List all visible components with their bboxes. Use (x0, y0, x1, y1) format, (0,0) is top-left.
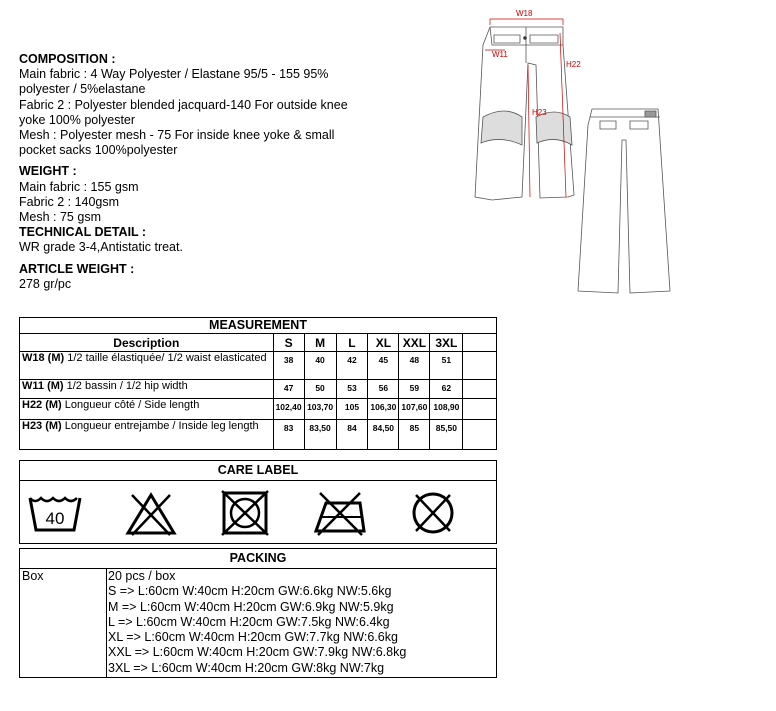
composition-line: Mesh : Polyester mesh - 75 For inside knee yoke & small (19, 128, 335, 143)
size-header: XXL (399, 334, 430, 352)
packing-title: PACKING (20, 549, 496, 569)
size-header: XL (368, 334, 399, 352)
packing-line: XL => L:60cm W:40cm H:20cm GW:7.7kg NW:6.6kg (108, 630, 398, 645)
composition-line: yoke 100% polyester (19, 112, 136, 127)
cell-value: 62 (430, 380, 463, 399)
cell-value: 50 (304, 380, 336, 399)
empty-cell (463, 380, 497, 399)
packing-line: S => L:60cm W:40cm H:20cm GW:6.6kg NW:5.6kg (108, 584, 392, 599)
row-description (20, 352, 274, 380)
size-header: M (304, 334, 336, 352)
h23-label: H23 (532, 108, 547, 117)
packing-label: Box (22, 569, 44, 583)
weight-line: Mesh : 75 gsm (19, 210, 101, 225)
row-desc-text: 1/2 taille élastiquée/ 1/2 waist elasticated (64, 352, 267, 364)
packing-details (108, 569, 406, 676)
measure-lines (485, 19, 566, 197)
row-description (20, 380, 274, 399)
wash-temp: 40 (45, 509, 65, 528)
cell-value: 106,30 (368, 399, 399, 420)
measurement-title: MEASUREMENT (20, 318, 497, 334)
table-row (20, 380, 497, 399)
weight-heading: WEIGHT : (19, 164, 77, 179)
row-description (20, 399, 274, 420)
cell-value: 45 (368, 352, 399, 380)
cell-value: 105 (336, 399, 368, 420)
no-tumble-dry-icon (220, 489, 270, 537)
packing-line: L => L:60cm W:40cm H:20cm GW:7.5kg NW:6.4kg (108, 614, 390, 629)
cell-value: 59 (399, 380, 430, 399)
packing-box (19, 548, 497, 678)
composition-heading: COMPOSITION : (19, 52, 116, 66)
weight-line: Main fabric : 155 gsm (19, 179, 139, 194)
care-label-box (19, 460, 497, 544)
row-desc-text: 1/2 bassin / 1/2 hip width (63, 380, 188, 392)
table-row (20, 352, 497, 380)
cell-value: 102,40 (273, 399, 304, 420)
care-symbols (20, 481, 496, 541)
trouser-drawing (470, 5, 680, 300)
cell-value: 47 (273, 380, 304, 399)
spec-block (19, 52, 399, 292)
h22-label: H22 (566, 60, 581, 69)
cell-value: 84 (336, 420, 368, 450)
row-desc-text: Longueur entrejambe / Inside leg length (61, 420, 259, 432)
empty-cell (463, 399, 497, 420)
row-desc-text: Longueur côté / Side length (61, 399, 200, 411)
table-row (20, 420, 497, 450)
front-view (475, 27, 574, 200)
cell-value: 108,90 (430, 399, 463, 420)
w11-label: W11 (492, 50, 508, 59)
w18-label: W18 (516, 9, 533, 18)
row-code: W11 (M) (22, 380, 64, 392)
composition-line: Fabric 2 : Polyester blended jacquard-140 For outside knee (19, 97, 348, 112)
cell-value: 56 (368, 380, 399, 399)
composition-line: pocket sacks 100%polyester (19, 143, 178, 158)
empty-cell (463, 334, 497, 352)
cell-value: 42 (336, 352, 368, 380)
packing-line: 20 pcs / box (108, 569, 176, 583)
row-code: H22 (M) (22, 399, 62, 411)
cell-value: 83,50 (304, 420, 336, 450)
cell-value: 38 (273, 352, 304, 380)
composition-line: polyester / 5%elastane (19, 82, 146, 97)
measurement-table (19, 317, 497, 450)
size-header: 3XL (430, 334, 463, 352)
cell-value: 51 (430, 352, 463, 380)
packing-label-cell (20, 569, 107, 677)
size-header: S (273, 334, 304, 352)
cell-value: 40 (304, 352, 336, 380)
article-weight-heading: ARTICLE WEIGHT : (19, 261, 135, 276)
packing-line: 3XL => L:60cm W:40cm H:20cm GW:8kg NW:7kg (108, 660, 385, 675)
composition-line: Main fabric : 4 Way Polyester / Elastane 95/5 - 155 95% (19, 67, 329, 82)
size-header: L (336, 334, 368, 352)
cell-value: 85,50 (430, 420, 463, 450)
cell-value: 83 (273, 420, 304, 450)
measurement-header-row (20, 334, 497, 352)
care-label-title: CARE LABEL (20, 461, 496, 481)
no-bleach-icon (124, 491, 178, 537)
table-row (20, 399, 497, 420)
description-header: Description (20, 334, 274, 352)
weight-line: Fabric 2 : 140gsm (19, 194, 120, 209)
row-code: W18 (M) (22, 352, 65, 364)
no-iron-icon (310, 489, 370, 537)
cell-value: 85 (399, 420, 430, 450)
wash-40-icon (26, 490, 86, 538)
packing-line: XXL => L:60cm W:40cm H:20cm GW:7.9kg NW:6.8kg (108, 645, 407, 660)
cell-value: 107,60 (399, 399, 430, 420)
cell-value: 103,70 (304, 399, 336, 420)
article-weight-line: 278 gr/pc (19, 276, 72, 291)
packing-line: M => L:60cm W:40cm H:20cm GW:6.9kg NW:5.9kg (108, 599, 394, 614)
empty-cell (463, 420, 497, 450)
cell-value: 84,50 (368, 420, 399, 450)
back-view (578, 109, 670, 293)
row-description (20, 420, 274, 450)
row-code: H23 (M) (22, 420, 62, 432)
no-dry-clean-icon (408, 489, 458, 537)
empty-cell (463, 352, 497, 380)
technical-line: WR grade 3-4,Antistatic treat. (19, 240, 183, 255)
cell-value: 48 (399, 352, 430, 380)
cell-value: 53 (336, 380, 368, 399)
technical-heading: TECHNICAL DETAIL : (19, 225, 147, 240)
